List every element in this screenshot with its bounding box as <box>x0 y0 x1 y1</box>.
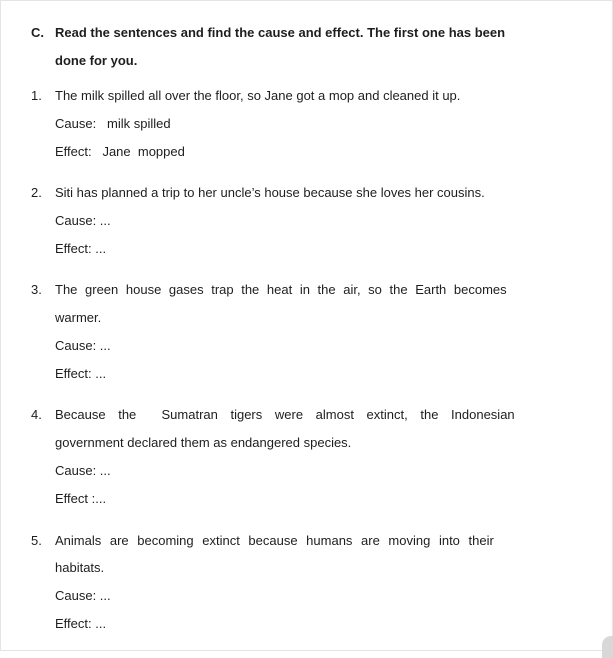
item-3-effect: Effect: ... <box>55 366 107 381</box>
section-instruction-line-1: Read the sentences and find the cause and effect. The first one has been <box>55 25 506 40</box>
item-2-cause: Cause: ... <box>55 213 111 228</box>
item-4-sentence-line-1: Because the Sumatran tigers were almost extinct, the Indonesian <box>55 407 515 422</box>
item-5-sentence-line-1: Animals are becoming extinct because humans are moving into their <box>55 533 494 548</box>
item-5-sentence-line-2: habitats. <box>55 560 105 575</box>
item-4-effect: Effect :... <box>55 491 107 506</box>
item-4-sentence-line-2: government declared them as endangered species. <box>55 435 352 450</box>
item-1-number: 1. <box>31 88 42 103</box>
item-5-number: 5. <box>31 533 42 548</box>
item-1-effect: Effect: Jane mopped <box>55 144 185 159</box>
item-3-sentence-line-2: warmer. <box>55 310 102 325</box>
item-1-sentence-line-1: The milk spilled all over the floor, so Jane got a mop and cleaned it up. <box>55 88 461 103</box>
item-2-number: 2. <box>31 185 42 200</box>
item-5-effect: Effect: ... <box>55 616 107 631</box>
page-corner-decoration <box>602 636 613 658</box>
item-1-cause: Cause: milk spilled <box>55 116 171 131</box>
item-3-cause: Cause: ... <box>55 338 111 353</box>
item-5-cause: Cause: ... <box>55 588 111 603</box>
item-4-cause: Cause: ... <box>55 463 111 478</box>
item-3-sentence-line-1: The green house gases trap the heat in the air, so the Earth becomes <box>55 282 507 297</box>
item-2-sentence-line-1: Siti has planned a trip to her uncle’s house because she loves her cousins. <box>55 185 485 200</box>
item-2-effect: Effect: ... <box>55 241 107 256</box>
section-instruction-line-2: done for you. <box>55 53 138 68</box>
section-marker: C. <box>31 25 44 40</box>
item-4-number: 4. <box>31 407 42 422</box>
item-3-number: 3. <box>31 282 42 297</box>
